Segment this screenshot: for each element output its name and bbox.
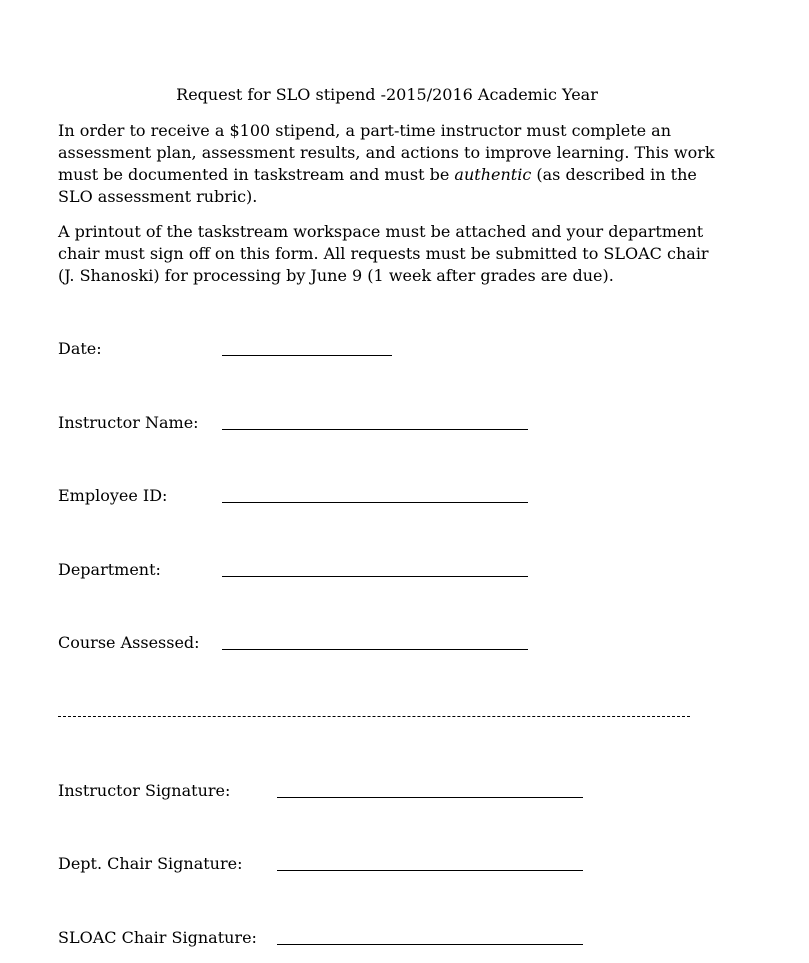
employee-id-field[interactable] <box>222 502 528 503</box>
dept-chair-signature-label: Dept. Chair Signature: <box>58 854 243 873</box>
intro-text-start: In order to receive a $100 stipend, a part-time instructor must complete an assessment plan, assessment results, and actions to improve learning. This work must be documented in taskstream and must be <box>58 121 715 184</box>
instructor-name-label: Instructor Name: <box>58 413 199 432</box>
department-field[interactable] <box>222 576 528 577</box>
instructor-signature-field[interactable] <box>277 797 583 798</box>
course-assessed-label: Course Assessed: <box>58 633 200 652</box>
instructor-signature-label: Instructor Signature: <box>58 781 231 800</box>
sloac-chair-signature-label: SLOAC Chair Signature: <box>58 928 257 947</box>
department-label: Department: <box>58 560 161 579</box>
dept-chair-signature-field[interactable] <box>277 870 583 871</box>
form-title: Request for SLO stipend -2015/2016 Academic Year <box>176 85 598 104</box>
intro-paragraph <box>58 120 718 208</box>
sloac-chair-signature-field[interactable] <box>277 944 583 945</box>
course-assessed-field[interactable] <box>222 649 528 650</box>
intro-text-end: (as described in the SLO assessment rubric). <box>58 165 697 206</box>
date-label: Date: <box>58 339 102 358</box>
employee-id-label: Employee ID: <box>58 486 168 505</box>
instructor-name-field[interactable] <box>222 429 528 430</box>
date-field[interactable] <box>222 355 392 356</box>
intro-emphasis: authentic <box>454 165 532 184</box>
instructions-paragraph: A printout of the taskstream workspace must be attached and your department chair must sign off on this form. All requests must be submitted to SLOAC chair (J. Shanoski) for processing by June 9 (1 week after grades are due). <box>58 222 709 285</box>
section-divider <box>58 716 690 717</box>
